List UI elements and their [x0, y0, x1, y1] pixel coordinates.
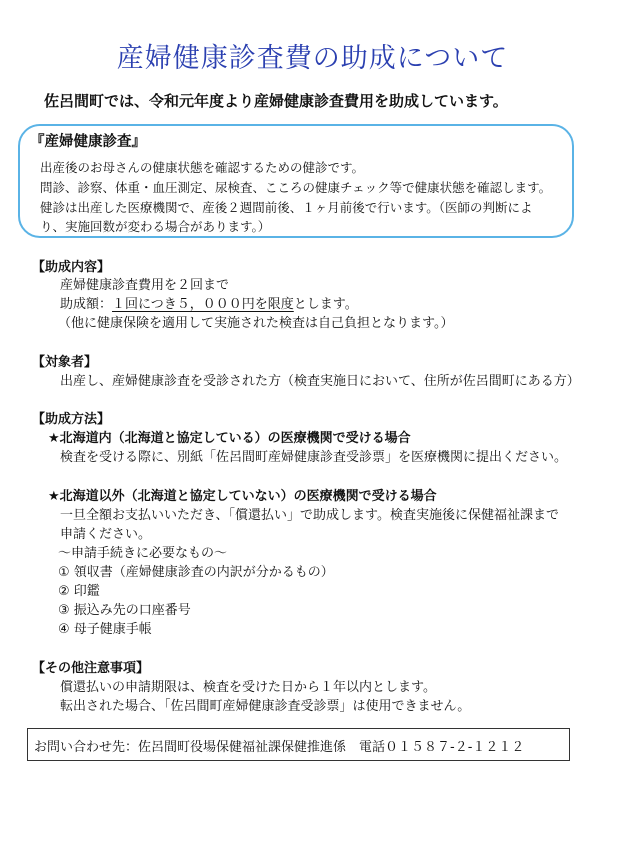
page-title: 産婦健康診査費の助成について — [116, 43, 509, 74]
subsidy-amount — [60, 293, 358, 312]
eligibility-heading: 【対象者】 — [32, 355, 98, 370]
intro-text: 佐呂間町では、令和元年度より産婦健康診査費用を助成しています。 — [44, 92, 508, 110]
method-outside-heading: ★北海道以外（北海道と協定していない）の医療機関で受ける場合 — [48, 489, 437, 504]
contact-text: お問い合わせ先：佐呂間町役場保健福祉課保健推進係 電話０１５８７-２-１２１２ — [34, 740, 525, 755]
notes-heading: 【その他注意事項】 — [32, 661, 150, 676]
about-line: 問診、診察、体重・血圧測定、尿検査、こころの健康チェック等で健康状態を確認します。 — [40, 180, 552, 195]
amount-suffix: とします。 — [293, 297, 358, 312]
method-inside-heading: ★北海道内（北海道と協定している）の医療機関で受ける場合 — [48, 431, 411, 446]
method-outside-text: 一旦全額お支払いいただき、「償還払い」で助成します。検査実施後に保健福祉課まで — [60, 508, 559, 523]
amount-label: 助成額： — [60, 297, 113, 312]
method-outside-text: 申請ください。 — [60, 527, 152, 542]
subsidy-note: （他に健康保険を適用して実施された検査は自己負担となります。） — [58, 316, 454, 331]
about-line: 出産後のお母さんの健康状態を確認するための健診です。 — [40, 160, 365, 175]
needed-item: ② 印鑑 — [58, 584, 100, 599]
about-heading: 『産婦健康診査』 — [30, 134, 146, 150]
method-heading: 【助成方法】 — [32, 412, 111, 427]
eligibility-text: 出産し、産婦健康診査を受診された方（検査実施日において、住所が佐呂間町にある方） — [60, 374, 580, 389]
about-line: 健診は出産した医療機関で、産後２週間前後、１ヶ月前後で行います。（医師の判断によ — [40, 200, 533, 215]
method-inside-text: 検査を受ける際に、別紙「佐呂間町産婦健康診査受診票」を医療機関に提出ください。 — [60, 450, 568, 465]
notes-line: 転出された場合、「佐呂間町産婦健康診査受診票」は使用できません。 — [60, 699, 471, 714]
needed-item: ③ 振込み先の口座番号 — [58, 603, 191, 618]
about-line: り、実施回数が変わる場合があります。） — [40, 219, 271, 234]
needed-heading: ～申請手続きに必要なもの～ — [58, 546, 228, 561]
needed-item: ① 領収書（産婦健康診査の内訳が分かるもの） — [58, 565, 334, 580]
amount-value: １回につき５，０００円を限度 — [112, 297, 294, 312]
subsidy-heading: 【助成内容】 — [32, 260, 111, 275]
notes-line: 償還払いの申請期限は、検査を受けた日から１年以内とします。 — [60, 680, 436, 695]
needed-item: ④ 母子健康手帳 — [58, 622, 152, 637]
subsidy-line: 産婦健康診査費用を２回まで — [60, 278, 230, 293]
